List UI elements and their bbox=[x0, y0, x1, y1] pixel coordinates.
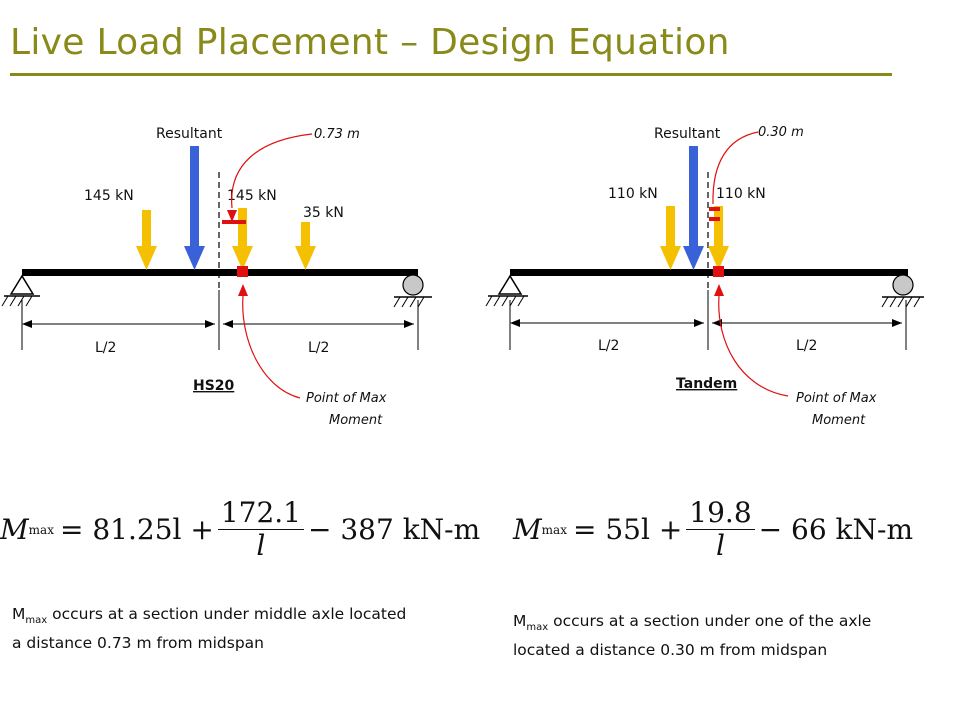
tandem-axle-2 bbox=[708, 206, 729, 270]
tandem-span-left: L/2 bbox=[598, 338, 620, 354]
hs20-axle-2 bbox=[232, 208, 253, 270]
hs20-load-2: 145 kN bbox=[227, 188, 277, 204]
slide-title: Live Load Placement – Design Equation bbox=[10, 22, 730, 63]
hs20-axle-1 bbox=[136, 210, 157, 270]
tandem-pin-support bbox=[486, 276, 528, 306]
hs20-axle-3 bbox=[295, 222, 316, 270]
hs20-equation: M max = 81.25l + $\frac{172.1}{l}$ − 387 kN-m bbox=[0, 496, 481, 562]
tandem-beam bbox=[510, 269, 908, 276]
tandem-load-2: 110 kN bbox=[716, 186, 766, 202]
tandem-roller-support bbox=[882, 275, 924, 307]
hs20-resultant-label: Resultant bbox=[156, 126, 223, 142]
tandem-note: $M_{max}$ occurs at a section under one of the axle located a distance 0.30 m from midspan bbox=[513, 612, 872, 659]
tandem-callout-line2: Moment bbox=[812, 413, 866, 428]
tandem-truck-name: Tandem bbox=[676, 376, 738, 392]
hs20-roller-support bbox=[394, 275, 432, 307]
tandem-max-moment-point bbox=[713, 266, 724, 277]
tandem-equation: M max = 55l + $\frac{19.8}{l}$ − 66 kN-m bbox=[513, 496, 914, 562]
tandem-offset-marker bbox=[709, 207, 720, 211]
hs20-load-3: 35 kN bbox=[303, 205, 344, 221]
tandem-diagram bbox=[486, 125, 924, 428]
hs20-max-moment-point bbox=[237, 266, 248, 277]
tandem-axle-1 bbox=[660, 206, 681, 270]
tandem-resultant-arrow bbox=[683, 146, 704, 270]
hs20-callout-line2: Moment bbox=[329, 413, 383, 428]
hs20-callout-line1: Point of Max bbox=[306, 391, 387, 406]
tandem-resultant-label: Resultant bbox=[654, 126, 721, 142]
tandem-offset-label: 0.30 m bbox=[758, 125, 804, 140]
hs20-pin-support bbox=[2, 276, 40, 306]
tandem-callout-line1: Point of Max bbox=[796, 391, 877, 406]
hs20-beam bbox=[22, 269, 418, 276]
hs20-diagram bbox=[2, 126, 432, 428]
hs20-truck-name: HS20 bbox=[193, 378, 235, 394]
hs20-span-left: L/2 bbox=[95, 340, 117, 356]
hs20-span-right: L/2 bbox=[308, 340, 330, 356]
hs20-offset-label: 0.73 m bbox=[314, 127, 360, 142]
hs20-note: $M_{max}$ occurs at a section under middle axle located a distance 0.73 m from midspan bbox=[12, 605, 407, 652]
hs20-resultant-arrow bbox=[184, 146, 205, 270]
tandem-load-1: 110 kN bbox=[608, 186, 658, 202]
tandem-span-right: L/2 bbox=[796, 338, 818, 354]
hs20-load-1: 145 kN bbox=[84, 188, 134, 204]
